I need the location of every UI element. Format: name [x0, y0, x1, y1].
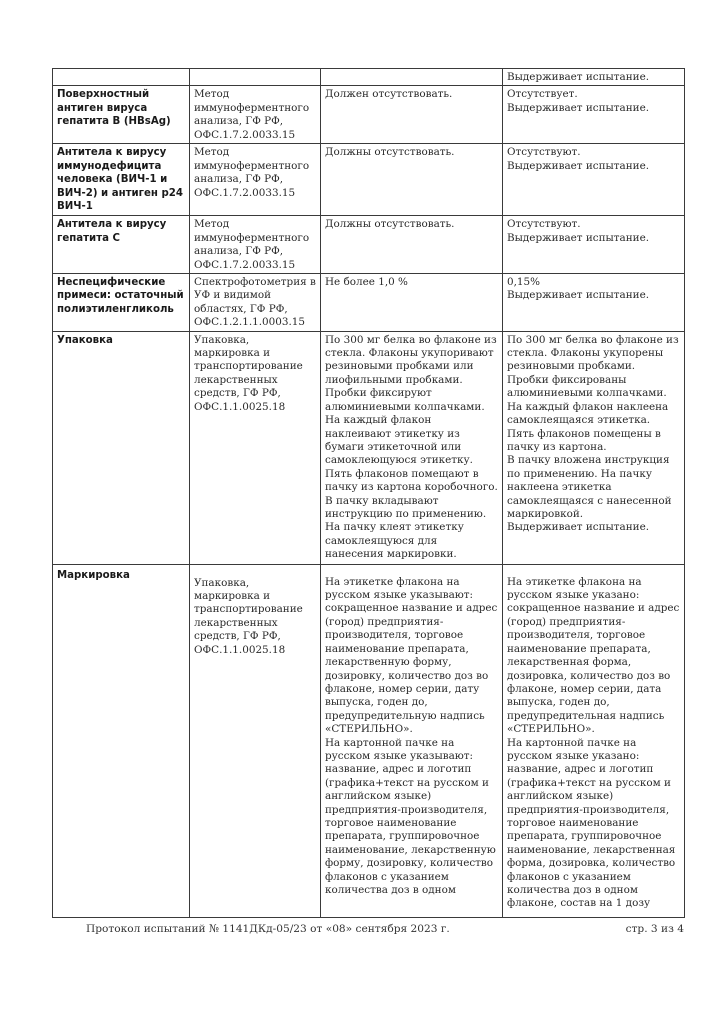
indicator-name-cell: Неспецифические примеси: остаточный полиэтиленгликоль	[53, 274, 190, 332]
indicator-name-cell	[53, 69, 190, 86]
test-result-cell: Отсутствует. Выдерживает испытание.	[503, 86, 685, 144]
test-result-cell: Отсутствуют. Выдерживает испытание.	[503, 144, 685, 216]
indicator-name-cell: Маркировка	[53, 564, 190, 917]
protocol-footer: Протокол испытаний № 1141ДКд-05/23 от «08» сентября 2023 г.	[86, 923, 450, 935]
test-method-cell: Спектрофотометрия в УФ и видимой областях, ГФ РФ, ОФС.1.2.1.1.0003.15	[190, 274, 321, 332]
test-method-cell: Метод иммуноферментного анализа, ГФ РФ, ОФС.1.7.2.0033.15	[190, 216, 321, 274]
table-row	[53, 274, 685, 332]
norm-requirement-cell: Не более 1,0 %	[321, 274, 503, 332]
table-row	[53, 144, 685, 216]
test-method-cell: Метод иммуноферментного анализа, ГФ РФ, ОФС.1.7.2.0033.15	[190, 86, 321, 144]
indicator-name-cell: Поверхностный антиген вируса гепатита В (HBsAg)	[53, 86, 190, 144]
test-method-cell: Упаковка, маркировка и транспортирование лекарственных средств, ГФ РФ, ОФС.1.1.0025.18	[190, 564, 321, 917]
test-method-cell: Упаковка, маркировка и транспортирование лекарственных средств, ГФ РФ, ОФС.1.1.0025.18	[190, 331, 321, 564]
norm-requirement-cell: По 300 мг белка во флаконе из стекла. Флаконы укупоривают резиновыми пробками или лиофильными пробками. Пробки фиксируют алюминиевыми колпачками. На каждый флакон наклеивают этикетку из бумаги этикеточной или самоклеющуюся этикетку. Пять флаконов помещают в пачку из картона коробочного. В пачку вкладывают инструкцию по применению. На пачку клеят этикетку самоклеящуюся для нанесения маркировки.	[321, 331, 503, 564]
test-method-cell	[190, 69, 321, 86]
test-method-cell: Метод иммуноферментного анализа, ГФ РФ, ОФС.1.7.2.0033.15	[190, 144, 321, 216]
norm-requirement-cell: Должны отсутствовать.	[321, 144, 503, 216]
norm-requirement-cell	[321, 69, 503, 86]
test-result-cell: Выдерживает испытание.	[503, 69, 685, 86]
indicator-name-cell: Упаковка	[53, 331, 190, 564]
test-result-cell: 0,15% Выдерживает испытание.	[503, 274, 685, 332]
test-result-cell: На этикетке флакона на русском языке указано: сокращенное название и адрес (город) предприятия-производителя, торговое наименование препарата, лекарственная форма, дозировка, количество доз во флаконе, номер серии, дата выпуска, годен до, предупредительная надпись «СТЕРИЛЬНО». На картонной пачке на русском языке указано: название, адрес и логотип (графика+текст на русском и английском языке) предприятия-производителя, торговое наименование препарата, группировочное наименование, лекарственная форма, дозировка, количество флаконов с указанием количества доз в одном флаконе, состав на 1 дозу	[503, 564, 685, 917]
test-result-cell: По 300 мг белка во флаконе из стекла. Флаконы укупорены резиновыми пробками. Пробки фиксированы алюминиевыми колпачками. На каждый флакон наклеена самоклеящаяся этикетка. Пять флаконов помещены в пачку из картона. В пачку вложена инструкция по применению. На пачку наклеена этикетка самоклеящаяся с нанесенной маркировкой. Выдерживает испытание.	[503, 331, 685, 564]
test-result-cell: Отсутствуют. Выдерживает испытание.	[503, 216, 685, 274]
table-row	[53, 331, 685, 564]
indicator-name-cell: Антитела к вирусу иммунодефицита человека (ВИЧ-1 и ВИЧ-2) и антиген р24 ВИЧ-1	[53, 144, 190, 216]
table-row	[53, 69, 685, 86]
page-number: стр. 3 из 4	[625, 923, 684, 935]
test-results-table	[52, 68, 685, 918]
norm-requirement-cell: Должен отсутствовать.	[321, 86, 503, 144]
indicator-name-cell: Антитела к вирусу гепатита С	[53, 216, 190, 274]
table-row	[53, 86, 685, 144]
norm-requirement-cell: Должны отсутствовать.	[321, 216, 503, 274]
norm-requirement-cell: На этикетке флакона на русском языке указывают: сокращенное название и адрес (город) предприятия-производителя, торговое наименование препарата, лекарственную форму, дозировку, количество доз во флаконе, номер серии, дату выпуска, годен до, предупредительную надпись «СТЕРИЛЬНО». На картонной пачке на русском языке указывают: название, адрес и логотип (графика+текст на русском и английском языке) предприятия-производителя, торговое наименование препарата, группировочное наименование, лекарственную форму, дозировку, количество флаконов с указанием количества доз в одном	[321, 564, 503, 917]
table-row	[53, 216, 685, 274]
table-row	[53, 564, 685, 917]
